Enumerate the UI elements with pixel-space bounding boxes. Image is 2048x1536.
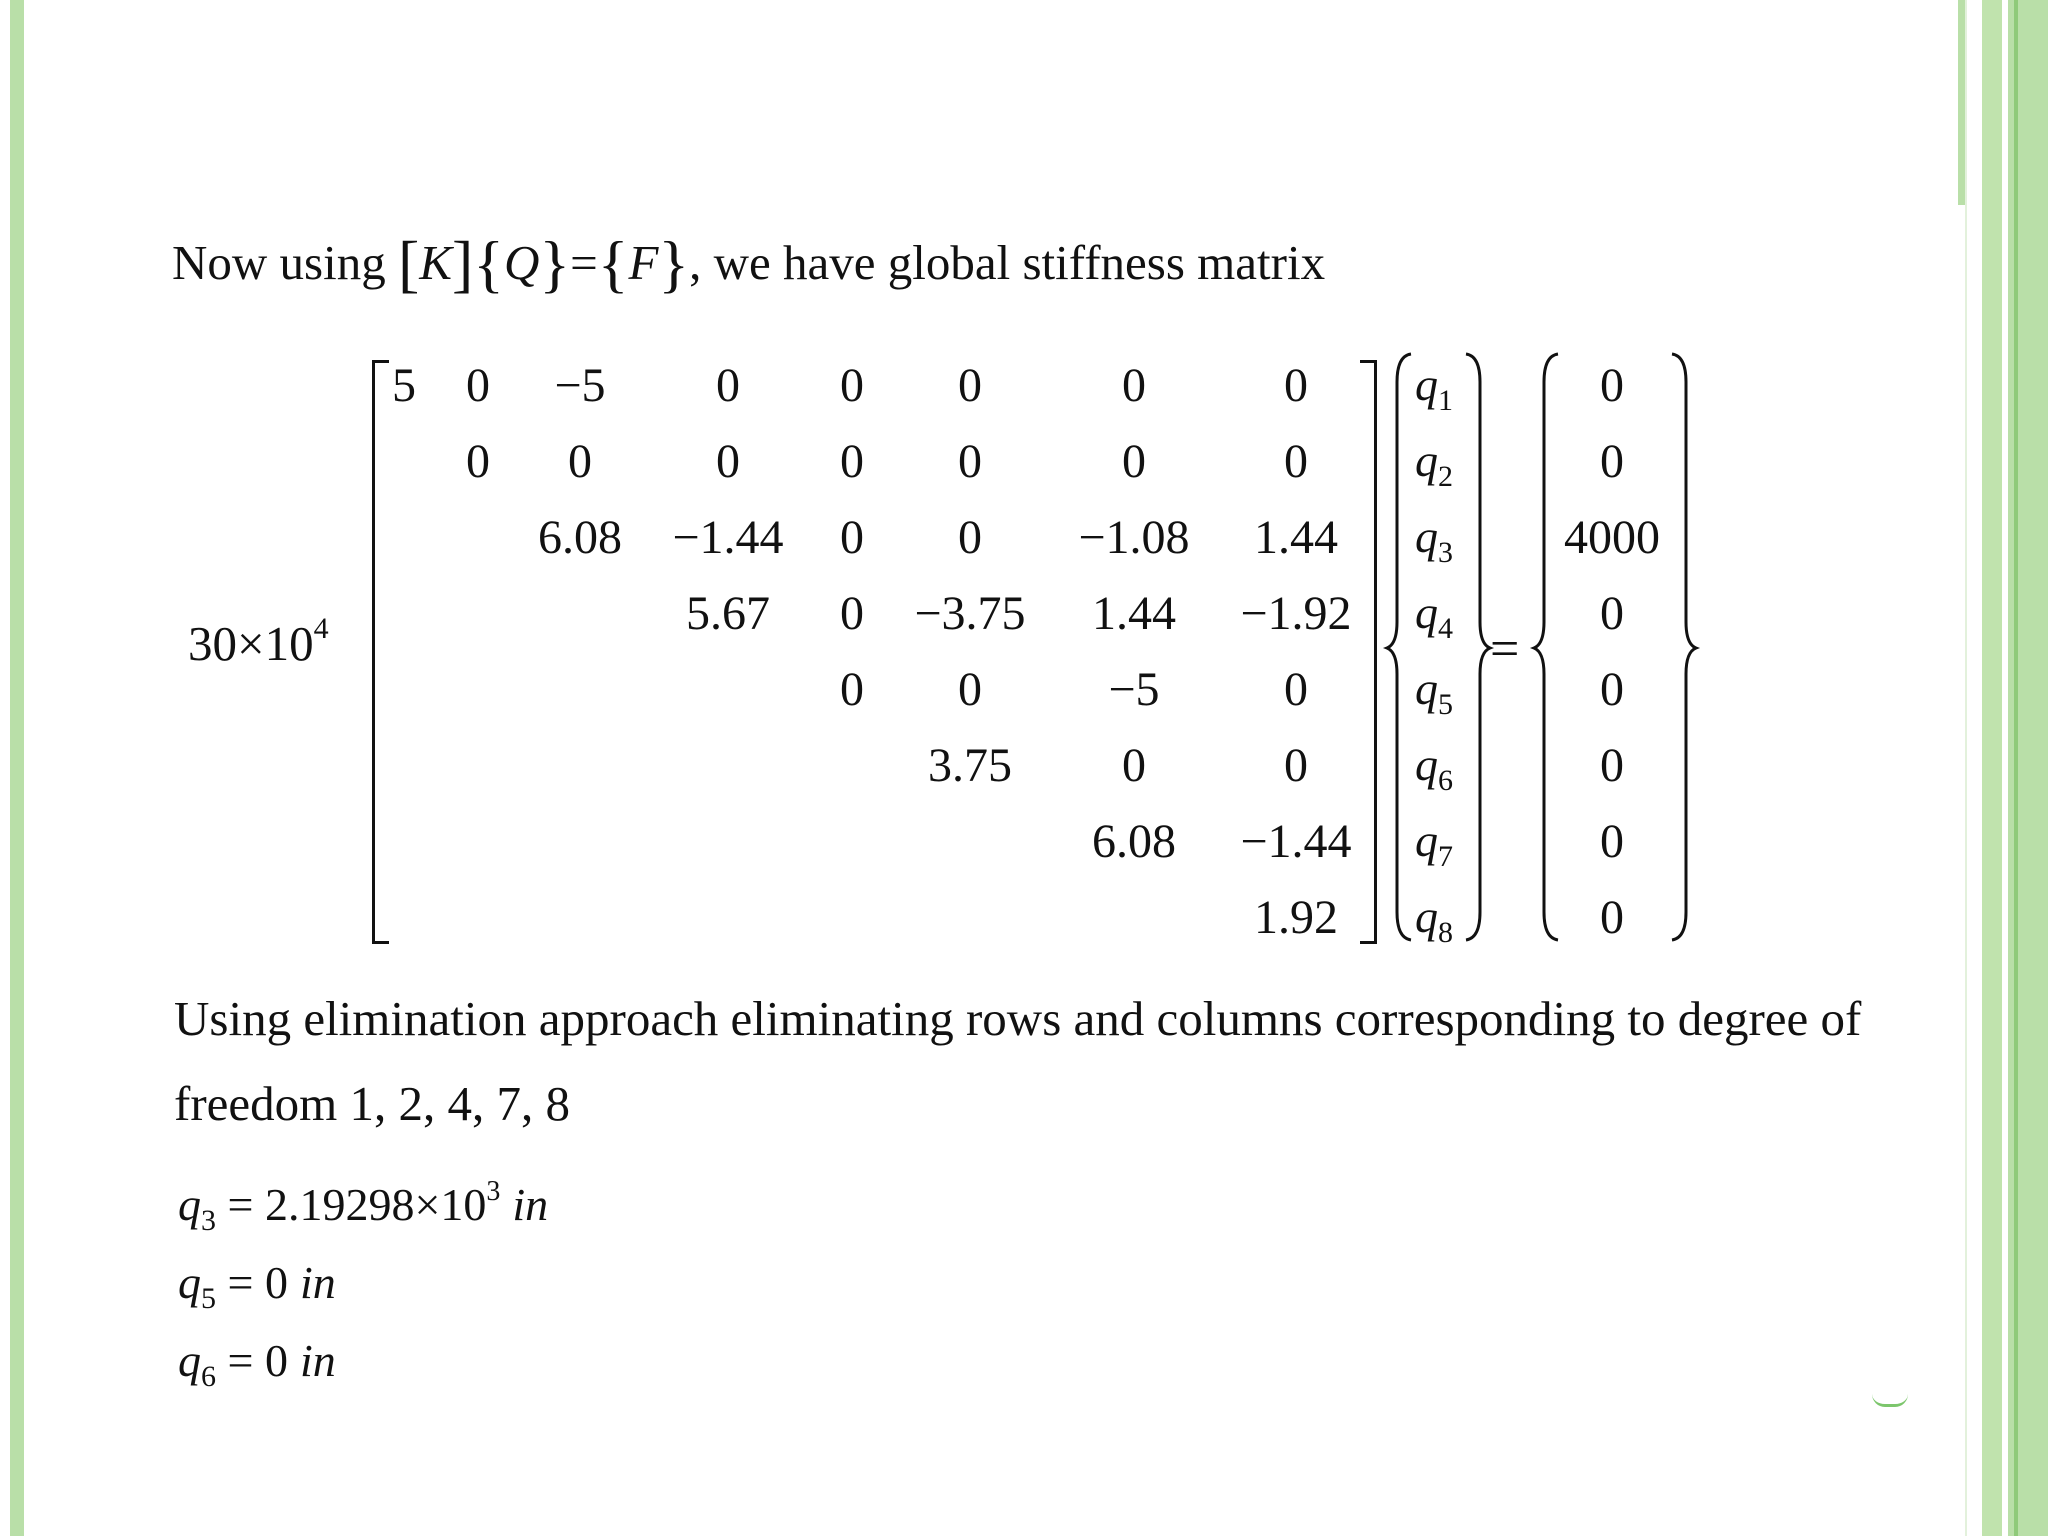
q-symbol: q xyxy=(1415,587,1438,638)
right-border-stripe xyxy=(1958,0,1965,205)
force-vector-entry: 0 xyxy=(1600,359,1624,412)
q-subscript: 6 xyxy=(1438,764,1453,798)
matrix-cell: −1.44 xyxy=(672,511,784,564)
matrix-cell: 0 xyxy=(958,663,982,716)
matrix-cell: −1.08 xyxy=(1078,511,1190,564)
q-vector-entry xyxy=(1394,587,1474,646)
matrix-cell: 0 xyxy=(568,435,592,488)
matrix-cell: 0 xyxy=(466,435,490,488)
result-value: = 0 xyxy=(216,1257,288,1308)
force-vector-entry: 0 xyxy=(1600,435,1624,488)
q-vector-entry xyxy=(1394,815,1474,874)
paragraph-line-1: Using elimination approach eliminating rows and columns corresponding to degree of xyxy=(174,991,1862,1046)
result-value: = 2.19298×10 xyxy=(216,1179,487,1230)
q-subscript: 7 xyxy=(1438,840,1453,874)
q-symbol: q xyxy=(1415,663,1438,714)
q-symbol: q xyxy=(1415,511,1438,562)
q-symbol: q xyxy=(1415,359,1438,410)
force-vector-entry: 0 xyxy=(1600,739,1624,792)
matrix-cell: 1.44 xyxy=(1092,587,1176,640)
brace-open: { xyxy=(597,228,629,299)
scale-exponent: 4 xyxy=(313,612,329,645)
scale-factor xyxy=(188,612,329,672)
matrix-cell: 5 xyxy=(392,359,416,412)
result-subscript: 5 xyxy=(201,1282,216,1316)
q-vector-entry xyxy=(1394,739,1474,798)
matrix-cell: 0 xyxy=(1284,435,1308,488)
force-vector-entry: 0 xyxy=(1600,815,1624,868)
bracket-close: ] xyxy=(451,228,474,299)
q-subscript: 3 xyxy=(1438,536,1453,570)
scale-base: 30×10 xyxy=(188,616,314,671)
q-symbol: q xyxy=(1415,435,1438,486)
result-variable: q xyxy=(178,1257,201,1308)
force-vector-entry: 0 xyxy=(1600,663,1624,716)
matrix-cell: 6.08 xyxy=(538,511,622,564)
q-vector-entry xyxy=(1394,891,1474,950)
q-subscript: 8 xyxy=(1438,916,1453,950)
result-equation xyxy=(178,1176,548,1238)
q-symbol: Q xyxy=(504,235,540,290)
q-symbol: q xyxy=(1415,815,1438,866)
left-border-stripe xyxy=(10,0,24,1536)
q-vector-entry xyxy=(1394,663,1474,722)
right-border-gap xyxy=(1968,0,1980,1536)
matrix-cell: 0 xyxy=(1122,435,1146,488)
matrix-cell: 5.67 xyxy=(686,587,770,640)
q-subscript: 1 xyxy=(1438,384,1453,418)
right-border-stripe xyxy=(1965,0,1967,1536)
matrix-cell: 0 xyxy=(1284,663,1308,716)
k-symbol: K xyxy=(419,235,452,290)
result-unit: in xyxy=(299,1335,336,1386)
f-symbol: F xyxy=(628,235,659,290)
force-vector-entry: 0 xyxy=(1600,891,1624,944)
right-border-line xyxy=(2014,0,2018,1536)
equals-symbol: = xyxy=(570,235,598,290)
decorative-green-mark xyxy=(1872,1394,1908,1407)
matrix-cell: 0 xyxy=(1122,359,1146,412)
result-value: = 0 xyxy=(216,1335,288,1386)
right-border-stripe xyxy=(1982,0,2002,1536)
matrix-cell: 0 xyxy=(840,359,864,412)
paragraph-line-2: freedom 1, 2, 4, 7, 8 xyxy=(174,1076,570,1131)
matrix-cell: 0 xyxy=(840,663,864,716)
result-subscript: 3 xyxy=(201,1204,216,1238)
matrix-cell: 0 xyxy=(958,435,982,488)
matrix-cell: 0 xyxy=(1284,739,1308,792)
equals-symbol: = xyxy=(1490,621,1520,678)
force-vector-entry: 0 xyxy=(1600,587,1624,640)
matrix-cell: 0 xyxy=(466,359,490,412)
matrix-cell: 0 xyxy=(958,359,982,412)
matrix-cell: −5 xyxy=(554,359,606,412)
q-vector-entry xyxy=(1394,511,1474,570)
q-subscript: 5 xyxy=(1438,688,1453,722)
matrix-cell: 0 xyxy=(1284,359,1308,412)
matrix-cell: −3.75 xyxy=(914,587,1026,640)
intro-prefix: Now using xyxy=(172,235,386,290)
matrix-cell: 0 xyxy=(716,359,740,412)
matrix-cell: −1.92 xyxy=(1240,587,1352,640)
matrix-cell: 0 xyxy=(840,587,864,640)
brace-close: } xyxy=(658,228,690,299)
result-unit: in xyxy=(299,1257,336,1308)
matrix-cell: 6.08 xyxy=(1092,815,1176,868)
q-vector-entry xyxy=(1394,359,1474,418)
matrix-cell: 0 xyxy=(840,511,864,564)
result-equation xyxy=(178,1254,336,1316)
intro-sentence xyxy=(172,228,1326,299)
matrix-cell: 0 xyxy=(716,435,740,488)
result-unit: in xyxy=(512,1179,549,1230)
matrix-cell: 0 xyxy=(1122,739,1146,792)
result-exponent: 3 xyxy=(486,1176,501,1207)
q-subscript: 2 xyxy=(1438,460,1453,494)
result-subscript: 6 xyxy=(201,1360,216,1394)
matrix-cell: 0 xyxy=(840,435,864,488)
q-symbol: q xyxy=(1415,739,1438,790)
matrix-cell: 0 xyxy=(958,511,982,564)
force-vector-entry: 4000 xyxy=(1564,511,1660,564)
brace-open: { xyxy=(473,228,504,299)
q-vector-entry xyxy=(1394,435,1474,494)
q-symbol: q xyxy=(1415,891,1438,942)
intro-suffix: , we have global stiffness matrix xyxy=(689,235,1326,290)
q-subscript: 4 xyxy=(1438,612,1453,646)
matrix-cell: −1.44 xyxy=(1240,815,1352,868)
matrix-cell: 1.92 xyxy=(1254,891,1338,944)
result-equation xyxy=(178,1332,336,1394)
result-variable: q xyxy=(178,1179,201,1230)
matrix-cell: −5 xyxy=(1108,663,1160,716)
result-variable: q xyxy=(178,1335,201,1386)
brace-close: } xyxy=(539,228,571,299)
matrix-bracket-left xyxy=(372,360,389,944)
matrix-cell: 1.44 xyxy=(1254,511,1338,564)
bracket-open: [ xyxy=(397,228,420,299)
matrix-cell: 3.75 xyxy=(928,739,1012,792)
